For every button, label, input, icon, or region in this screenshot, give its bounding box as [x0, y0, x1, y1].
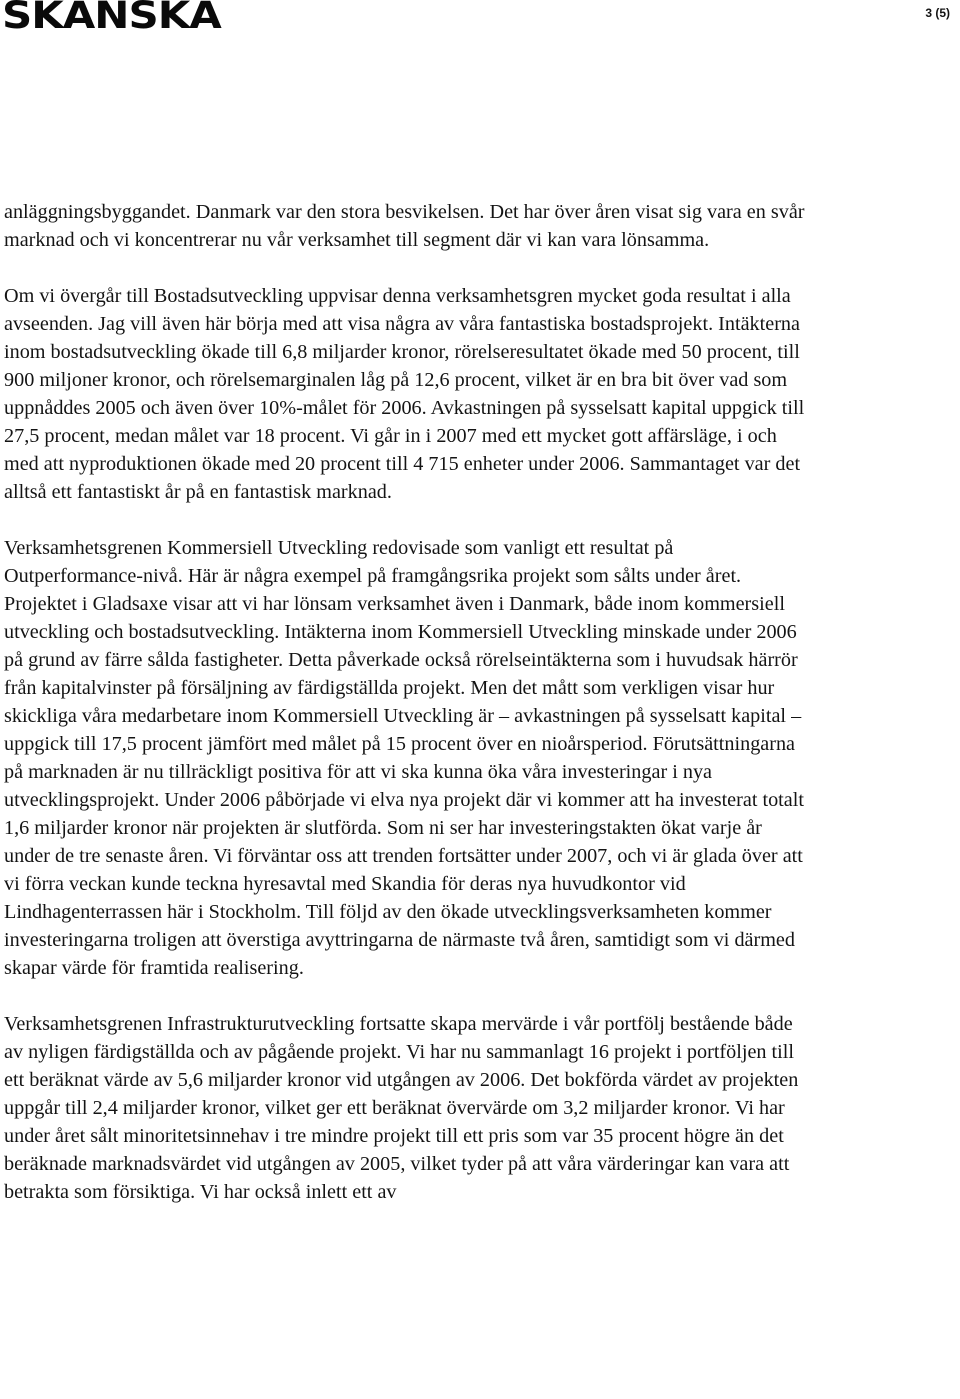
page-header: [0, 0, 960, 40]
paragraph-kommersiell-utveckling: Verksamhetsgrenen Kommersiell Utveckling redovisade som vanligt ett resultat på Outperformance-nivå. Här är några exempel på framgångsrika projekt som sålts under året. Projektet i Gladsaxe visar att vi har lönsam verksamhet även i Danmark, både inom kommersiell utveckling och bostadsutveckling. Intäkterna inom Kommersiell Utveckling minskade under 2006 på grund av färre sålda fastigheter. Detta påverkade också rörelseintäkterna som i huvudsak härrör från kapitalvinster på försäljning av färdigställda projekt. Men det mått som verkligen visar hur skickliga våra medarbetare inom Kommersiell Utveckling är – avkastningen på sysselsatt kapital – uppgick till 17,5 procent jämfört med målet på 15 procent över en nioårsperiod. Förutsättningarna på marknaden är nu tillräckligt positiva för att vi ska kunna öka våra investeringar i nya utvecklingsprojekt. Under 2006 påbörjade vi elva nya projekt där vi kommer att ha investerat totalt 1,6 miljarder kronor när projekten är slutförda. Som ni ser har investeringstakten ökat varje år under de tre senaste åren. Vi förväntar oss att trenden fortsätter under 2007, och vi är glada över att vi förra veckan kunde teckna hyresavtal med Skandia för deras nya huvudkontor vid Lindhagenterrassen här i Stockholm. Till följd av den ökade utvecklingsverksamheten kommer investeringarna troligen att överstiga avyttringarna de närmaste två åren, samtidigt som vi därmed skapar värde för framtida realisering.: [4, 537, 804, 979]
paragraph-infrastrukturutveckling: Verksamhetsgrenen Infrastrukturutveckling fortsatte skapa mervärde i vår portfölj bestående både av nyligen färdigställda och av pågående projekt. Vi har nu sammanlagt 16 projekt i portföljen till ett beräknat värde av 5,6 miljarder kronor vid utgången av 2006. Det bokförda värdet av projekten uppgår till 2,4 miljarder kronor, vilket ger ett beräknat övervärde om 3,2 miljarder kronor. Vi har under året sålt minoritetsinnehav i tre mindre projekt till ett pris som var 35 procent högre än det beräknade marknadsvärdet vid utgången av 2005, vilket tyder på att våra värderingar kan vara att betrakta som försiktiga. Vi har också inlett ett av: [4, 1013, 799, 1203]
page-number: 3 (5): [925, 6, 950, 20]
paragraph-bostadsutveckling: Om vi övergår till Bostadsutveckling uppvisar denna verksamhetsgren mycket goda resultat i alla avseenden. Jag vill även här börja med att visa några av våra fantastiska bostadsprojekt. Intäkterna inom bostadsutveckling ökade till 6,8 miljarder kronor, rörelseresultatet ökade med 50 procent, till 900 miljoner kronor, och rörelsemarginalen låg på 12,6 procent, vilket är en bra bit över vad som uppnåddes 2005 och även över 10%-målet för 2006. Avkastningen på sysselsatt kapital uppgick till 27,5 procent, medan målet var 18 procent. Vi går in i 2007 med ett mycket gott affärsläge, i och med att nyproduktionen ökade med 20 procent till 4 715 enheter under 2006. Sammantaget var det alltså ett fantastiskt år på en fantastisk marknad.: [4, 285, 805, 503]
skanska-logo: SKANSKA: [2, 0, 221, 37]
paragraph-intro-continuation: anläggningsbyggandet. Danmark var den stora besvikelsen. Det har över åren visat sig vara en svår marknad och vi koncentrerar nu vår verksamhet till segment där vi kan vara lönsamma.: [4, 201, 805, 251]
document-body: [4, 198, 809, 1206]
